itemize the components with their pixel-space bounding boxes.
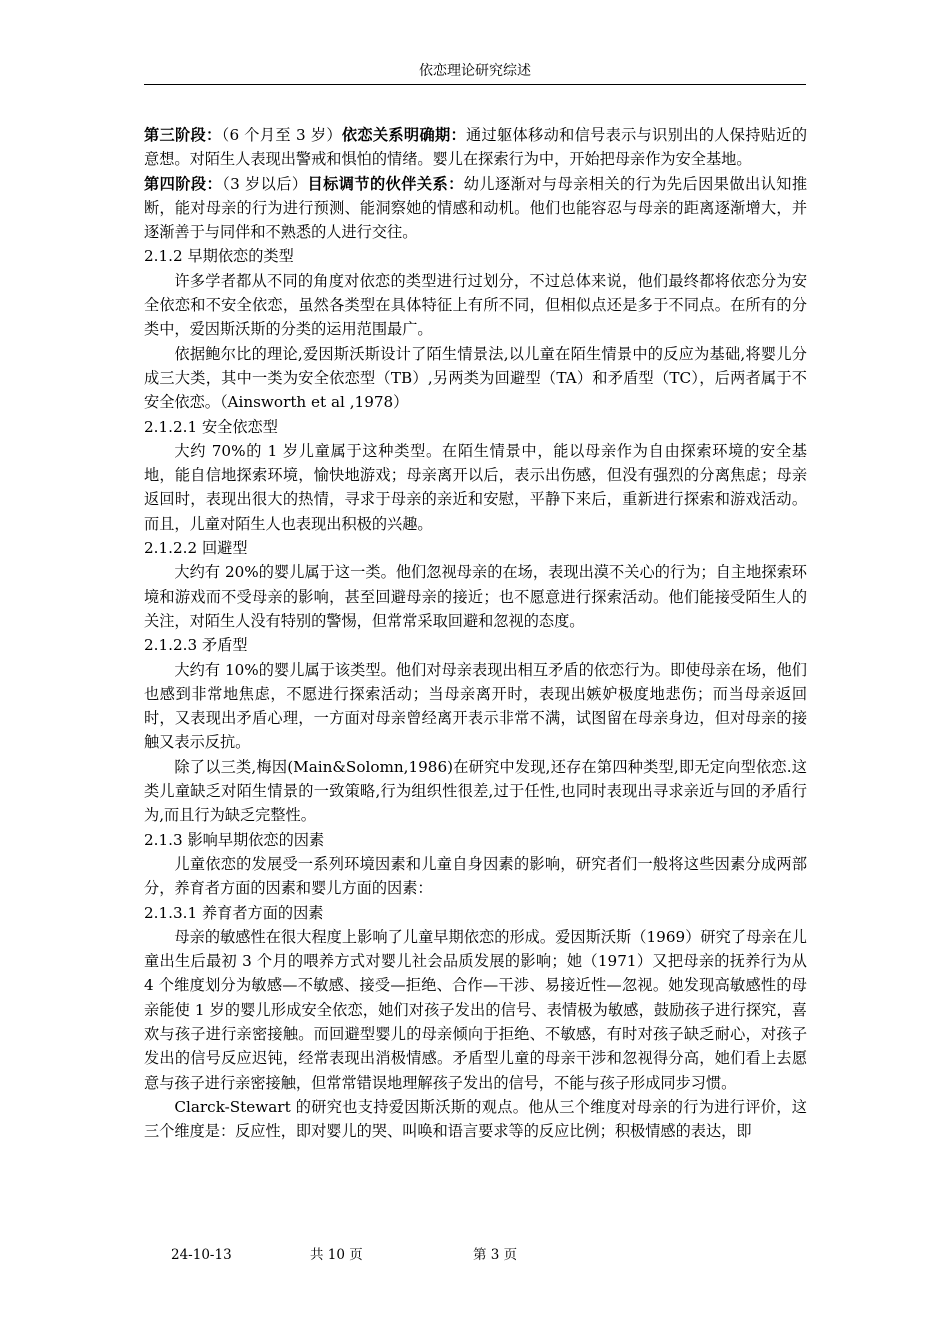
stage4-title: 目标调节的伙伴关系：	[307, 174, 464, 193]
stage4-paragraph	[144, 172, 807, 245]
section-heading-2-1-3-1: 2.1.3.1 养育者方面的因素	[144, 903, 324, 922]
page-header-title: 依恋理论研究综述	[419, 63, 531, 79]
footer-total-pages: 共 10 页	[310, 1247, 363, 1263]
paragraph: 母亲的敏感性在很大程度上影响了儿童早期依恋的形成。爱因斯沃斯（1969）研究了母亲在儿童出生后最初 3 个月的喂养方式对婴儿社会品质发展的影响；她（1971）又把母亲的抚养行为从 4 个维度划分为敏感—不敏感、接受—拒绝、合作—干涉、易接近性—忽视。她发现高敏感性的母亲能使 1 岁的婴儿形成安全依恋，她们对孩子发出的信号、表情极为敏感，鼓励孩子进行探究，喜欢与孩子进行亲密接触。而回避型婴儿的母亲倾向于拒绝、不敏感，有时对孩子缺乏耐心，对孩子发出的信号反应迟钝，经常表现出消极情感。矛盾型儿童的母亲干涉和忽视得分高，她们看上去愿意与孩子进行亲密接触，但常常错误地理解孩子发出的信号，不能与孩子形成同步习惯。	[144, 927, 807, 1092]
footer-page-number: 第 3 页	[473, 1247, 518, 1263]
section-heading-2-1-2-1: 2.1.2.1 安全依恋型	[144, 417, 278, 436]
section-heading-2-1-2: 2.1.2 早期依恋的类型	[144, 247, 294, 266]
paragraph: 大约 70%的 1 岁儿童属于这种类型。在陌生情景中，能以母亲作为自由探索环境的安全基地，能自信地探索环境，愉快地游戏；母亲离开以后，表示出伤感，但没有强烈的分离焦虑；母亲返回时，表现出很大的热情，寻求于母亲的亲近和安慰，平静下来后，重新进行探索和游戏活动。而且，儿童对陌生人也表现出积极的兴趣。	[144, 441, 807, 533]
stage3-label: 第三阶段：	[144, 126, 222, 144]
section-heading-2-1-2-3: 2.1.2.3 矛盾型	[144, 636, 248, 655]
section-heading-2-1-3: 2.1.3 影响早期依恋的因素	[144, 830, 325, 849]
paragraph: 大约有 20%的婴儿属于这一类。他们忽视母亲的在场，表现出漠不关心的行为；自主地探索环境和游戏而不受母亲的影响，甚至回避母亲的接近；也不愿意进行探索活动。他们能接受陌生人的关注，对陌生人没有特别的警惕，但常常采取回避和忽视的态度。	[144, 563, 807, 630]
section-heading-2-1-2-2: 2.1.2.2 回避型	[144, 539, 248, 558]
stage3-title: 依恋关系明确期：	[341, 126, 466, 144]
paragraph: 许多学者都从不同的角度对依恋的类型进行过划分，不过总体来说，他们最终都将依恋分为安全依恋和不安全依恋，虽然各类型在具体特征上有所不同，但相似点还是多于不同点。在所有的分类中，爱因斯沃斯的分类的运用范围最广。	[144, 271, 807, 339]
paragraph: 除了以三类,梅因(Main&Solomn,1986)在研究中发现,还存在第四种类型,即无定向型依恋.这类儿童缺乏对陌生情景的一致策略,行为组织性很差,过于任性,也同时表现出寻求亲近与回的矛盾行为,而且行为缺乏完整性。	[144, 757, 807, 825]
stage4-label: 第四阶段：	[144, 174, 223, 193]
stage3-paragraph	[144, 123, 807, 172]
paragraph: 儿童依恋的发展受一系列环境因素和儿童自身因素的影响，研究者们一般将这些因素分成两部分，养育者方面的因素和婴儿方面的因素：	[144, 854, 807, 898]
stage3-text: 通过躯体移动和信号表示与识别出的人保持贴近的意想。对陌生人表现出警戒和惧怕的情绪。婴儿在探索行为中，开始把母亲作为安全基地。	[144, 126, 808, 169]
stage3-age: （6 个月至 3 岁）	[221, 126, 342, 144]
paragraph: Clarck-Stewart 的研究也支持爱因斯沃斯的观点。他从三个维度对母亲的行为进行评价，这三个维度是：反应性，即对婴儿的哭、叫唤和语言要求等的反应比例；积极情感的表达，即	[144, 1097, 807, 1141]
header-rule	[144, 84, 806, 85]
footer-date: 24-10-13	[171, 1247, 232, 1263]
paragraph: 依据鲍尔比的理论,爱因斯沃斯设计了陌生情景法,以儿童在陌生情景中的反应为基础,将婴儿分成三大类，其中一类为安全依恋型（TB）,另两类为回避型（TA）和矛盾型（TC），后两者属于不安全依恋。（Ainsworth et al ,1978）	[144, 344, 807, 412]
document-body	[144, 123, 807, 1143]
stage4-text: 幼儿逐渐对与母亲相关的行为先后因果做出认知推断，能对母亲的行为进行预测、能洞察她的情感和动机。他们也能容忍与母亲的距离逐渐增大，并逐渐善于与同伴和不熟悉的人进行交往。	[144, 174, 808, 242]
paragraph: 大约有 10%的婴儿属于该类型。他们对母亲表现出相互矛盾的依恋行为。即使母亲在场，他们也感到非常地焦虑，不愿进行探索活动；当母亲离开时，表现出嫉妒极度地悲伤；而当母亲返回时，又表现出矛盾心理，一方面对母亲曾经离开表示非常不满，试图留在母亲身边，但对母亲的接触又表示反抗。	[144, 660, 807, 752]
stage4-age: （3 岁以后）	[222, 174, 308, 193]
